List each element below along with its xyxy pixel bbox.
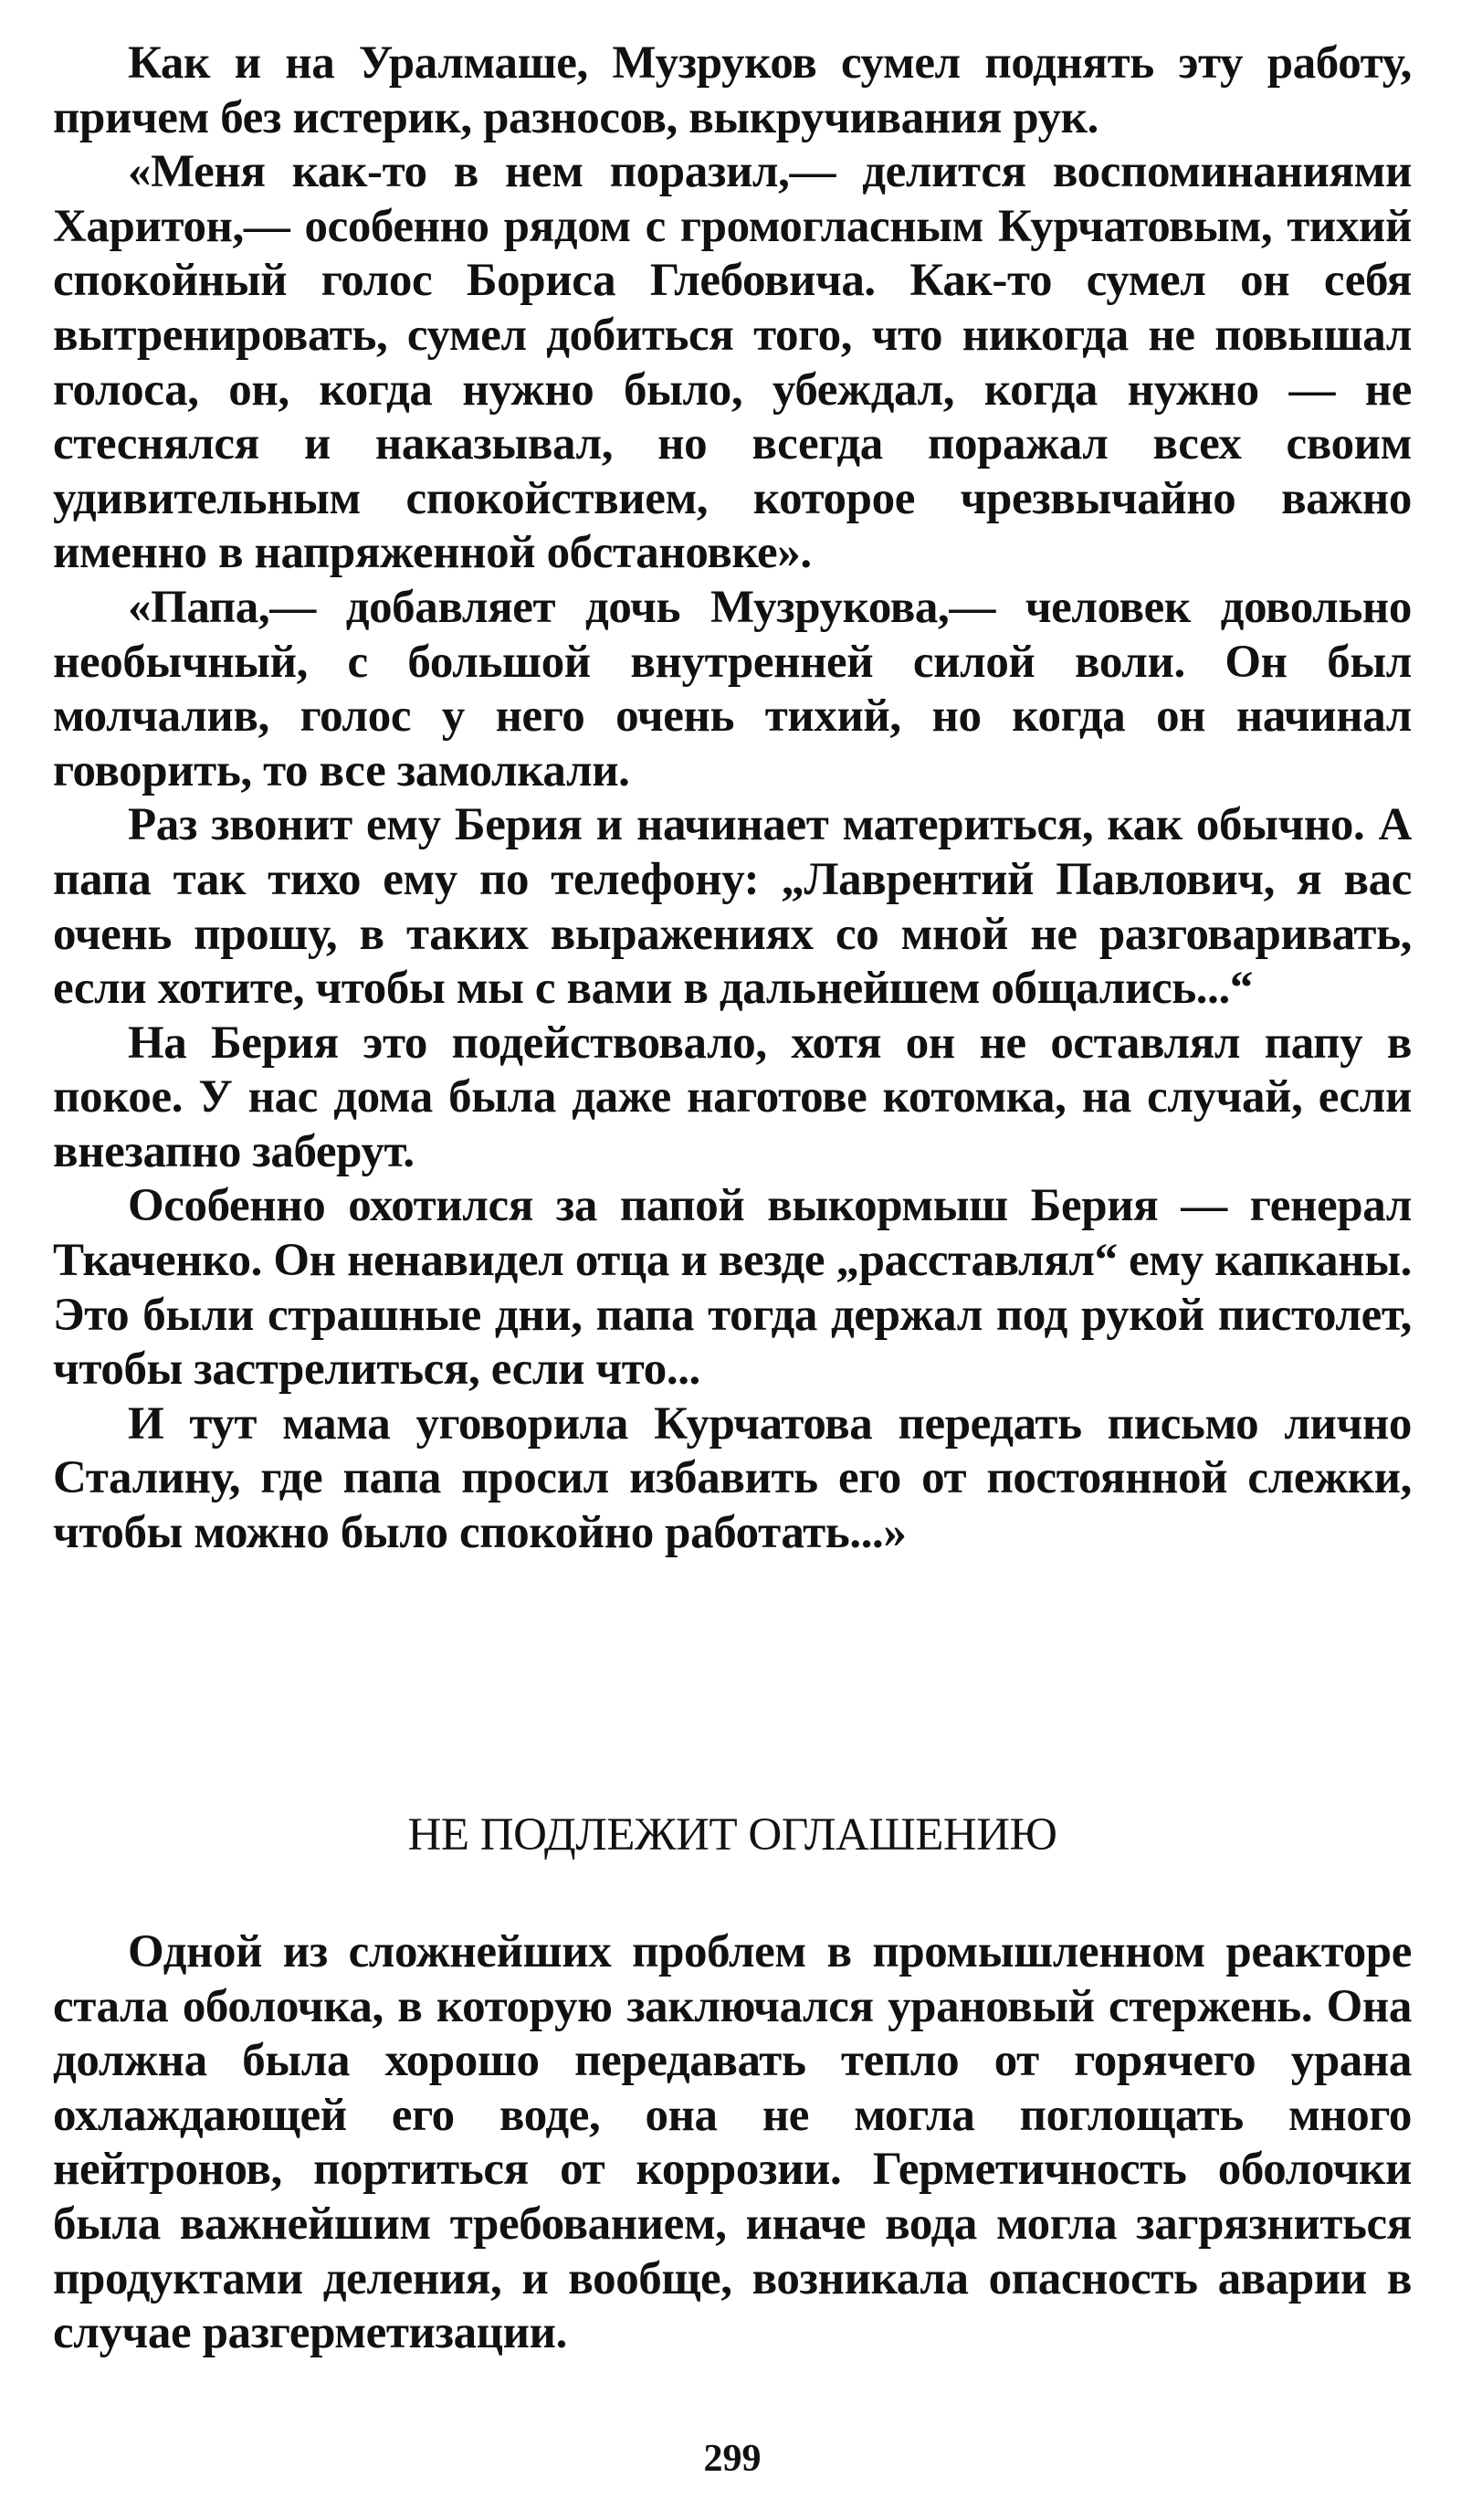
- paragraph-khariton-quote: «Меня как-то в нем поразил,— делится воспоминаниями Харитон,— особенно рядом с громогласным Курчатовым, тихий спокойный голос Бориса Глебовича. Как-то сумел он себя вытренировать, сумел добиться того, что никогда не повышал голоса, он, когда нужно было, убеждал, когда нужно — не стеснялся и наказывал, но всегда поражал всех своим удивительным спокойствием, которое чрезвычайно важно именно в напряженной обстановке».: [53, 146, 1412, 579]
- paragraph-letter-to-stalin: И тут мама уговорила Курчатова передать письмо лично Сталину, где папа просил избавить его от постоянной слежки, чтобы можно было спокойно работать...»: [53, 1397, 1412, 1559]
- paragraph-tkachenko: Особенно охотился за папой выкормыш Берия — генерал Ткаченко. Он ненавидел отца и везде „расставлял“ ему капканы. Это были страшные дни, папа тогда держал под рукой пистолет, чтобы застрелиться, если что...: [53, 1180, 1412, 1396]
- paragraph-fuel-cladding: Одной из сложнейших проблем в промышленном реакторе стала оболочка, в которую заключался урановый стержень. Она должна была хорошо передавать тепло от горячего урана охлаждающей его воде, она не могла поглощать много нейтронов, портиться от коррозии. Герметичность оболочки была важнейшим требованием, иначе вода могла загрязниться продуктами деления, и вообще, возникала опасность аварии в случае разгерметизации.: [53, 1926, 1412, 2359]
- page-number: 299: [703, 2438, 762, 2480]
- paragraph-beria-call: Раз звонит ему Берия и начинает материться, как обычно. А папа так тихо ему по телефону: „Лаврентий Павлович, я вас очень прошу, в таких выражениях со мной не разговаривать, если хотите, чтобы мы с вами в дальнейшем общались...“: [53, 799, 1412, 1015]
- paragraph-beria-effect: На Берия это подействовало, хотя он не оставлял папу в покое. У нас дома была даже наготове котомка, на случай, если внезапно заберут.: [53, 1017, 1412, 1177]
- paragraph-daughter-quote: «Папа,— добавляет дочь Музрукова,— человек довольно необычный, с большой внутренней силой воли. Он был молчалив, голос у него очень тихий, но когда он начинал говорить, то все замолкали.: [53, 581, 1412, 796]
- paragraph-uralmash: Как и на Уралмаше, Музруков сумел поднять эту работу, причем без истерик, разносов, выкручивания рук.: [53, 37, 1412, 143]
- text-section-muzrukov: [53, 37, 1412, 1561]
- book-page: [53, 37, 1412, 2484]
- section-heading: НЕ ПОДЛЕЖИТ ОГЛАШЕНИЮ: [407, 1809, 1057, 1861]
- text-section-reactor: [53, 1925, 1412, 2361]
